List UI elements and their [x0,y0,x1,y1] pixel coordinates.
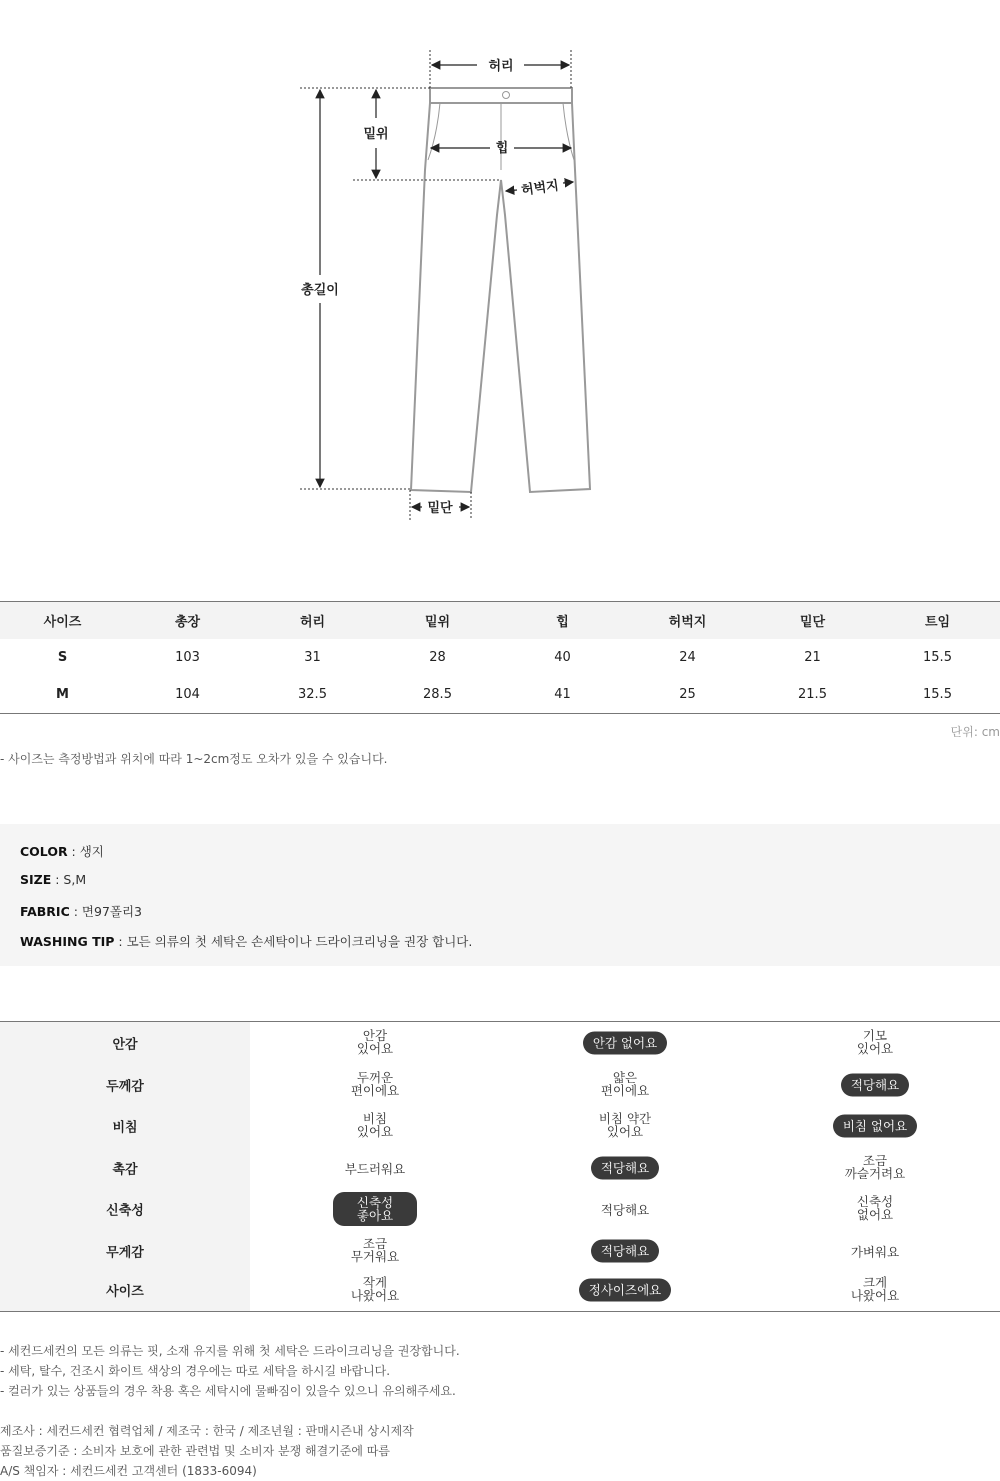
guide-lines [300,50,571,520]
size-table-cell: 31 [304,650,321,665]
info-color: COLOR : 생지 [20,844,104,859]
hip-label: 힙 [495,141,509,156]
feel-option [750,1115,1000,1138]
care-note-line: - 세컨드세컨의 모든 의류는 핏, 소재 유지를 위해 첫 세탁은 드라이크리닝을 권장합니다. [0,1344,460,1358]
size-table-header [0,602,1000,639]
feel-option [750,1242,1000,1261]
care-note-line: - 컬러가 있는 상품들의 경우 착용 혹은 세탁시에 물빠짐이 있을수 있으니 유의해주세요. [0,1384,456,1398]
unit-note: 단위: cm [950,725,1000,739]
product-info-box [0,824,1000,966]
feel-option [500,1071,750,1099]
care-note-line: - 세탁, 탈수, 건조시 화이트 색상의 경우에는 따로 세탁을 하시길 바랍니다. [0,1364,391,1378]
size-table-cell: 103 [175,650,200,665]
feel-option-text: 안감 있어요 [356,1028,394,1056]
size-table-header-cell: 허리 [299,615,326,630]
size-table-cell: 104 [175,687,200,702]
size-table-row [0,676,1000,713]
size-table-cell: 15.5 [923,650,952,665]
feel-option-text: 조금 무거워요 [350,1236,400,1264]
feel-row-label: 비침 [112,1120,138,1136]
size-table-cell: 40 [554,650,571,665]
feel-row-label: 안감 [112,1037,138,1053]
size-table-cell: 32.5 [298,687,327,702]
total-length-label: 총길이 [301,283,339,298]
feel-option-text: 두꺼운 편이에요 [350,1070,400,1098]
feel-option [250,1192,500,1226]
feel-option [500,1240,750,1263]
size-table-cell: 25 [679,687,696,702]
info-washing-tip: WASHING TIP : 모든 의류의 첫 세탁은 손세탁이나 드라이크리닝을 권장 합니다. [20,934,473,949]
feel-option [750,1074,1000,1097]
thigh-arrow-right [563,182,573,183]
rise-label: 밑위 [363,127,389,142]
hem-label: 밑단 [427,501,453,516]
feel-option-text: 부드러워요 [344,1161,406,1177]
size-table-cell: S [57,650,68,665]
size-table-row [0,639,1000,676]
size-table-cell: 28.5 [423,687,452,702]
feel-option-text: 신축성 없어요 [856,1194,894,1222]
size-table-cell: 28 [429,650,446,665]
feel-option [500,1200,750,1219]
info-fabric: FABRIC : 면97폴리3 [20,904,143,919]
legal-note-line: 제조사 : 세컨드세컨 협력업체 / 제조국 : 한국 / 제조년월 : 판매시즌내 상시제작 [0,1424,414,1438]
info-size: SIZE : S,M [20,872,87,887]
size-table-header-cell: 트임 [924,615,951,630]
feel-option-selected: 신축성 좋아요 [333,1192,417,1226]
feel-option-text: 적당해요 [600,1202,650,1218]
feel-option-text: 조금 까슬거려요 [844,1153,906,1181]
size-table-header-cell: 밑단 [799,615,826,630]
size-table-header-cell: 총장 [174,615,201,630]
feel-row-label: 신축성 [106,1203,144,1219]
feel-option-selected: 적당해요 [841,1074,909,1097]
feel-option [500,1112,750,1140]
size-table-header-cell: 사이즈 [43,615,82,630]
feel-option-text: 작게 나왔어요 [350,1275,400,1303]
size-table-cell: 24 [679,650,696,665]
feel-option [250,1112,500,1140]
feel-option-selected: 비침 없어요 [833,1115,917,1138]
feel-option-selected: 적당해요 [591,1157,659,1180]
feel-option [750,1276,1000,1304]
feel-option-selected: 적당해요 [591,1240,659,1263]
feel-option [250,1029,500,1057]
fabric-feel-table [0,1021,1000,1312]
feel-option-text: 기모 있어요 [856,1028,894,1056]
feel-row-label: 두께감 [106,1079,144,1095]
feel-option [500,1032,750,1055]
pants-measurement-diagram [0,0,1000,540]
waist-label: 허리 [488,59,514,74]
size-table-cell: 21.5 [798,687,827,702]
feel-option [750,1195,1000,1223]
feel-row-label: 촉감 [112,1162,138,1178]
feel-option [250,1276,500,1304]
feel-option [250,1159,500,1178]
size-table-cell: 15.5 [923,687,952,702]
size-table-header-cell: 허벅지 [668,615,707,630]
feel-row-label: 무게감 [106,1245,144,1261]
feel-option-selected: 안감 없어요 [583,1032,667,1055]
size-table [0,601,1000,714]
feel-option-text: 비침 있어요 [356,1111,394,1139]
feel-option-text: 가벼워요 [850,1244,900,1260]
feel-option [750,1029,1000,1057]
thigh-arrow-left [506,190,517,191]
feel-option [500,1279,750,1302]
size-table-cell: M [56,687,69,702]
feel-option-selected: 정사이즈에요 [579,1279,671,1302]
legal-note-line: A/S 책임자 : 세컨드세컨 고객센터 (1833-6094) [0,1464,257,1478]
size-table-header-cell: 힙 [556,615,569,630]
size-table-cell: 41 [554,687,571,702]
feel-row-label: 사이즈 [106,1284,144,1300]
feel-option-text: 크게 나왔어요 [850,1275,900,1303]
feel-option [750,1154,1000,1182]
feel-option [500,1157,750,1180]
legal-note-line: 품질보증기준 : 소비자 보호에 관한 관련법 및 소비자 분쟁 해결기준에 따름 [0,1444,390,1458]
size-note: - 사이즈는 측정방법과 위치에 따라 1~2cm정도 오차가 있을 수 있습니다. [0,752,388,766]
feel-option [250,1237,500,1265]
thigh-label: 허벅지 [520,178,560,199]
size-table-cell: 21 [804,650,821,665]
size-table-header-cell: 밑위 [424,615,451,630]
feel-option-text: 비침 약간 있어요 [598,1111,652,1139]
feel-option [250,1071,500,1099]
feel-option-text: 얇은 편이에요 [600,1070,650,1098]
